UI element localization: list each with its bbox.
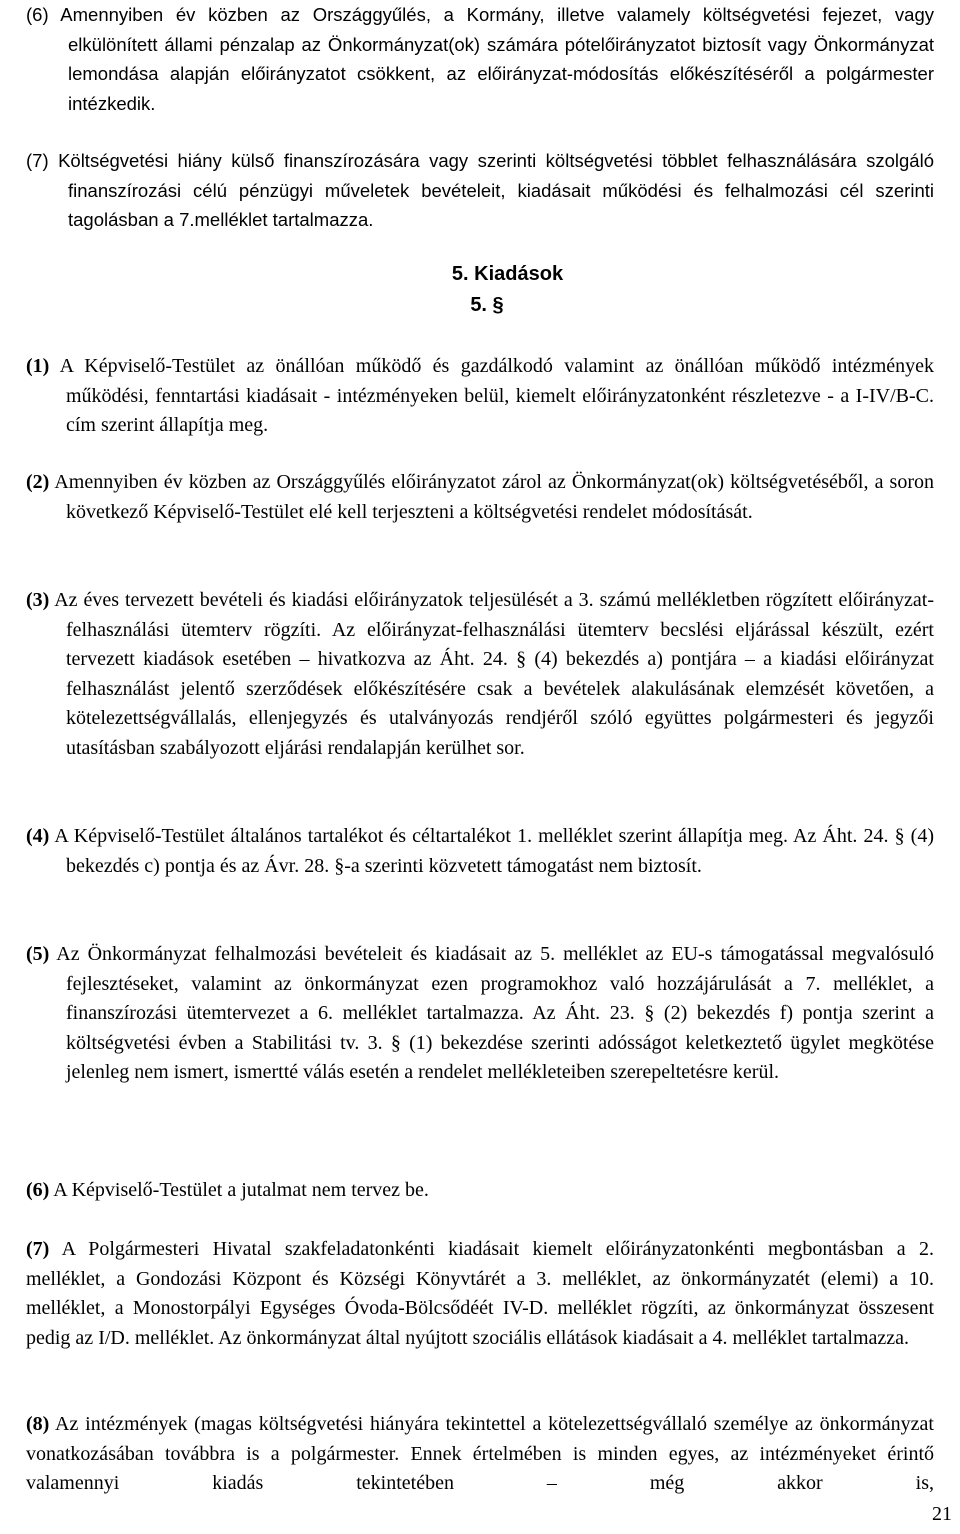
paragraph-number: (1) [26,355,50,377]
paragraph-number: (2) [26,471,50,493]
paragraph-1 [26,352,934,441]
paragraph-number: (5) [26,943,50,965]
paragraph-number: (3) [26,589,50,611]
paragraph-8 [26,1410,934,1499]
paragraph-text: Az intézmények (magas költségvetési hiányára tekintettel a kötelezettségvállaló személye az önkormányzat vonatkozásában továbbra is a polgármester. Ennek értelmében is minden egyes, az intézményeket érintő valamennyi kiadás tekintetében – még akkor is, [26,1413,934,1494]
page-number: 21 [932,1503,952,1525]
paragraph-text: Amennyiben év közben az Országgyűlés előirányzatot zárol az Önkormányzat(ok) költségvetéséből, a soron következő Képviselő-Testület elé kell terjeszteni a költségvetési rendelet módosítását. [54,471,934,523]
paragraph-text: A Polgármesteri Hivatal szakfeladatonkénti kiadásait kiemelt előirányzatonkénti megbontásban a 2. melléklet, a Gondozási Központ és Községi Könyvtárét a 3. melléklet, az önkormányzatét (elemi) a 10. melléklet, a Monostorpályi Egységes Óvoda-Bölcsődéét IV-D. melléklet rögzíti, az önkormányzat összesent pedig az I/D. melléklet. Az önkormányzat által nyújtott szociális ellátások kiadásait a 4. melléklet tartalmazza. [26,1238,934,1349]
paragraph-7-intro: (7) Költségvetési hiány külső finanszírozására vagy szerinti költségvetési többlet felhasználására szolgáló finanszírozási célú pénzügyi műveletek bevételeit, kiadásait működési és felhalmozási cél szerinti tagolásban a 7.melléklet tartalmazza. [26,150,934,230]
paragraph-2 [26,468,934,527]
paragraph-7 [26,1235,934,1353]
paragraph-number: (8) [26,1413,50,1435]
paragraph-5 [26,940,934,1088]
paragraph-6 [26,1176,934,1206]
paragraph-number: (6) [26,1179,50,1201]
section-title: 5. Kiadások [451,263,564,285]
paragraph-4 [26,822,934,881]
paragraph-6-intro: (6) Amennyiben év közben az Országgyűlés, a Kormány, illetve valamely költségvetési fejezet, vagy elkülönített állami pénzalap az Önkormányzat(ok) számára pótelőirányzatot biztosít vagy Önkormányzat lemondása alapján előirányzatot csökkent, az előirányzat-módosítás előkészítéséről a polgármester intézkedik. [26,4,934,114]
paragraph-text: Az Önkormányzat felhalmozási bevételeit és kiadásait az 5. melléklet az EU-s támogatással megvalósuló fejlesztéseket, valamint az önkormányzat ezen programokhoz való hozzájárulását a 7. melléklet, a finanszírozási ütemtervezet a 6. melléklet tartalmazza. Az Áht. 23. § (2) bekezdés f) pontja szerint a költségvetési évben a Stabilitási tv. 3. § (1) bekezdése szerinti adósságot keletkeztető ügylet megkötése jelenleg nem ismert, ismertté válás esetén a rendelet mellékleteiben szerepeltetésre kerül. [56,943,934,1083]
section-number: 5. § [470,294,504,316]
paragraph-text: A Képviselő-Testület általános tartalékot és céltartalékot 1. melléklet szerint állapítja meg. Az Áht. 24. § (4) bekezdés c) pontja és az Ávr. 28. §-a szerinti közvetett támogatást nem biztosít. [54,825,934,877]
paragraph-3 [26,586,934,763]
paragraph-text: A Képviselő-Testület a jutalmat nem tervez be. [53,1179,429,1201]
paragraph-number: (4) [26,825,50,847]
paragraph-text: Az éves tervezett bevételi és kiadási előirányzatok teljesülését a 3. számú mellékletben rögzített előirányzat-felhasználási ütemterv rögzíti. Az előirányzat-felhasználási ütemterv becslési eljárással készült, ezért tervezett kiadások esetében – hivatkozva az Áht. 24. § (4) bekezdés a) pontjára – a kiadási előirányzat felhasználást jelentő szerződések előkészítésére csak a bevételek alakulásának elemzését követően, a kötelezettségvállalás, ellenjegyzés és utalványozás rendjéről szóló együttes polgármesteri és jegyzői utasításban szabályozott eljárási rendalapján kerülhet sor. [54,589,934,759]
paragraph-text: A Képviselő-Testület az önállóan működő és gazdálkodó valamint az önállóan működő intézmények működési, fenntartási kiadásait - intézményeken belül, kiemelt előirányzatonként részletezve - a I-IV/B-C. cím szerint állapítja meg. [59,355,935,436]
paragraph-number: (7) [26,1238,50,1260]
